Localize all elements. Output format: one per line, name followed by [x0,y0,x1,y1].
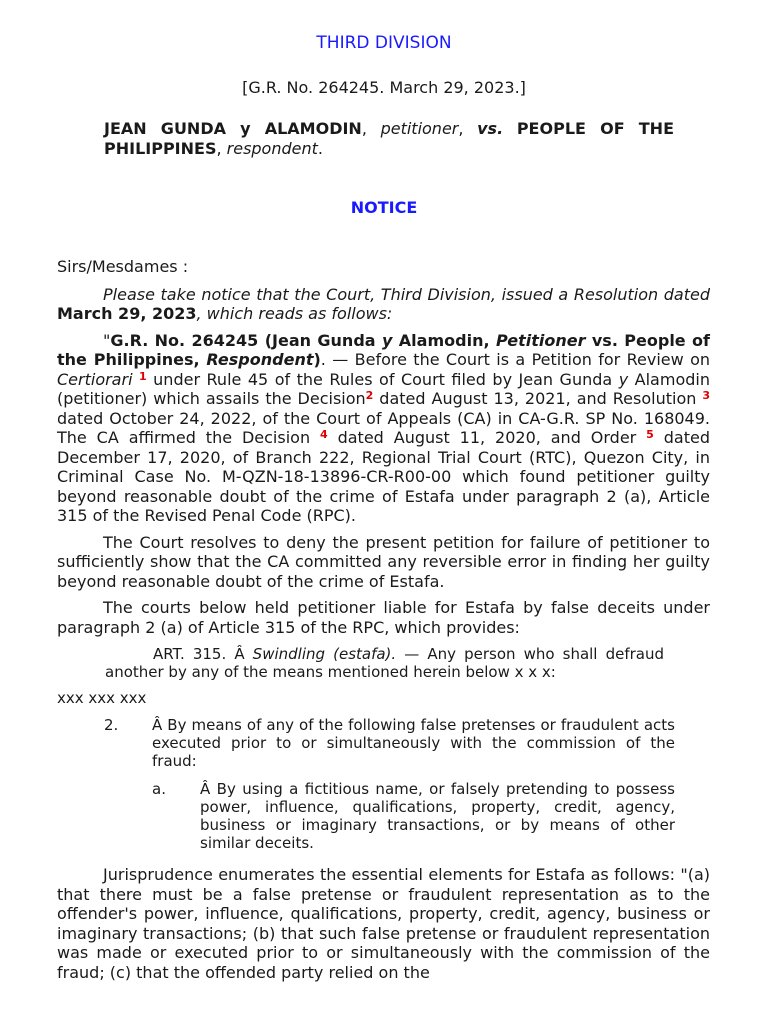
footnote-link-4[interactable]: 4 [320,428,328,441]
statute-item [104,716,675,770]
statute-text: ART. 315. Â [153,645,253,663]
paragraph-1 [57,331,710,526]
intro-paragraph [57,285,710,324]
petitioner-name: JEAN GUNDA y ALAMODIN [104,119,362,138]
statute-item-text: Â By means of any of the following false pretenses or fraudulent acts executed prior to or simultaneously with the commission of the fraud: [152,716,675,770]
paragraph-text: dated December 17, 2020, of Branch 222, Regional Trial Court (RTC), Quezon City, in Criminal Case No. M-QZN-18-13896-CR-R00-00 which found petitioner guilty beyond reasonable doubt of the crime of Estafa under paragraph 2 (a), Article 315 of the Revised Penal Code (RPC). [57,428,710,525]
statute-subitem-text: Â By using a fictitious name, or falsely pretending to possess power, influence, qualifications, property, credit, agency, business or imaginary transactions, or by means of other similar deceits. [200,780,675,852]
open-quote: " [103,330,111,350]
statute-title: Swindling (estafa). [252,645,397,663]
division-heading: THIRD DIVISION [316,33,452,53]
caption-part: vs. People of the Philippines, [57,330,711,369]
statute-item-number: 2. [104,716,119,734]
resolution-body [57,257,710,982]
paragraph-text: dated August 13, 2021, and Resolution [373,389,703,408]
versus-label: vs. [477,119,504,138]
paragraph-4: Jurisprudence enumerates the essential elements for Estafa as follows: "(a) that there must be a false pretense or fraudulent representation as to the offender's power, influence, qualifications, property, credit, agency, business or imaginary transactions; (b) that such false pretense or fraudulent representation was made or executed prior to or simultaneously with the commission of the fraud; (c) that the offended party relied on the [57,865,710,982]
intro-text-2: , which reads as follows: [196,304,393,323]
paragraph-text: dated August 11, 2020, and Order [327,428,647,447]
quoted-statute [57,645,710,852]
paragraph-text: dated October 24, 2022, of the Court of Appeals (CA) in CA-G.R. SP No. 168049. The CA affirmed the Decision [57,408,710,447]
statute-subitem-letter: a. [152,780,166,798]
paragraph-text: under Rule 45 of the Rules of Court filed by Jean Gunda [146,369,619,389]
caption-part: G.R. No. 264245 (Jean Gunda [110,330,382,350]
paragraph-3: The courts below held petitioner liable for Estafa by false deceits under paragraph 2 (a) of Article 315 of the RPC, which provides: [57,598,710,637]
petitioner-role: petitioner [380,119,459,138]
caption-part: y [381,330,393,350]
paragraph-text: . — Before the Court is a Petition for Review on [320,350,710,369]
intro-date: March 29, 2023 [57,304,197,323]
statute-article [105,645,664,681]
caption-part: Petitioner [495,330,586,350]
caption-part: Alamodin, [392,330,496,350]
paragraph-text: Alamodin (petitioner) which assails the Decision [57,369,710,408]
footnote-link-2[interactable]: 2 [365,389,374,402]
statute-text: — Any person who shall defraud another by any of the means mentioned herein below x x x: [105,645,664,681]
caption-part: Respondent [206,350,314,369]
footnote-link-5[interactable]: 5 [646,428,654,441]
statute-omission: xxx xxx xxx [57,689,147,707]
respondent-role: respondent [226,139,318,158]
case-number: [G.R. No. 264245. March 29, 2023.] [242,78,526,97]
respondent-name: PEOPLE OF THE PHILIPPINES [104,119,674,158]
statute-subitem [152,780,675,852]
paragraph-text: Certiorari [57,369,133,389]
notice-title: NOTICE [350,198,418,217]
paragraph-text: y [618,369,629,389]
caption-part: ) [313,350,321,369]
salutation: Sirs/Mesdames : [57,257,189,276]
footnote-link-3[interactable]: 3 [702,389,710,402]
paragraph-2: The Court resolves to deny the present petition for failure of petitioner to sufficiently show that the CA committed any reversible error in finding her guilty beyond reasonable doubt of the crime of Estafa. [57,532,710,591]
intro-text-1: Please take notice that the Court, Third Division, issued a Resolution dated [103,284,710,304]
footnote-link-1[interactable]: 1 [139,369,147,383]
case-parties: JEAN GUNDA y ALAMODIN, petitioner, vs. PEOPLE OF THE PHILIPPINES, respondent. [104,119,674,158]
